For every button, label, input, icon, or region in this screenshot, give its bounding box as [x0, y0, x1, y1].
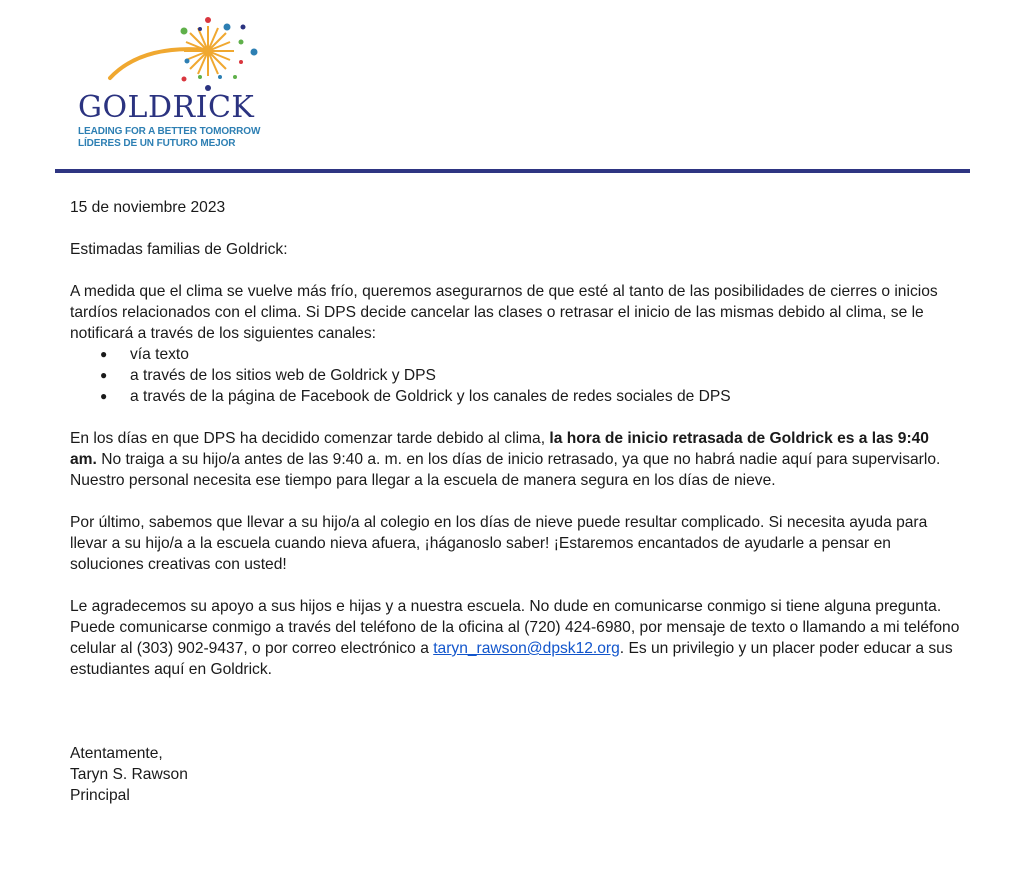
signer-name: Taryn S. Rawson: [70, 766, 188, 783]
text: En los días en que DPS ha decidido comenzar tarde debido al clima,: [70, 430, 550, 447]
letter-body: [70, 197, 960, 806]
letter-date: 15 de noviembre 2023: [70, 199, 226, 216]
text: No traiga a su hijo/a antes de las 9:40 a. m. en los días de inicio retrasado, ya que no habrá nadie aquí para supervisarlo. Nuestro personal necesita ese tiempo para llegar a la escuela de manera segura en los días de nieve.: [70, 451, 941, 489]
starburst-icon: [72, 14, 272, 94]
paragraph-snow-help: Por último, sabemos que llevar a su hijo/a al colegio en los días de nieve puede resultar complicado. Si necesita ayuda para llevar a su hijo/a a la escuela cuando nieva afuera, ¡háganoslo saber! ¡Estaremos encantados de ayudarle a pensar en soluciones creativas con usted!: [70, 514, 928, 573]
notification-channels-list: [70, 344, 960, 407]
signer-title: Principal: [70, 787, 130, 804]
paragraph-delayed-start: [70, 428, 960, 491]
logo-tagline-en: LEADING FOR A BETTER TOMORROW: [78, 126, 261, 137]
logo-tagline-es: LÍDERES DE UN FUTURO MEJOR: [78, 138, 236, 149]
letter-greeting: Estimadas familias de Goldrick:: [70, 241, 288, 258]
list-item: ● a través de la página de Facebook de Goldrick y los canales de redes sociales de DPS: [130, 386, 960, 407]
paragraph-weather-notice: A medida que el clima se vuelve más frío, queremos asegurarnos de que esté al tanto de las posibilidades de cierres o inicios tardíos relacionados con el clima. Si DPS decide cancelar las clases o retrasar el inicio de las mismas debido al clima, se le notificará a través de los siguientes canales:: [70, 283, 938, 342]
list-item: ● vía texto: [130, 344, 960, 365]
goldrick-logo: [72, 14, 272, 154]
email-link[interactable]: taryn_rawson@dpsk12.org: [433, 640, 620, 657]
text: Le agradecemos su apoyo a sus hijos e hijas y a nuestra escuela. No dude en comunicarse conmigo si tiene alguna pregunta. Puede comunicarse conmigo a través del teléfono de la oficina al (720) 424-6980, por mensaje de texto o llamando a mi teléfono celular al (303) 902-9437, o por correo electrónico a: [70, 598, 960, 657]
list-item: ● a través de los sitios web de Goldrick y DPS: [130, 365, 960, 386]
text: . Es un privilegio y un placer poder educar a sus estudiantes aquí en Goldrick.: [70, 640, 953, 678]
logo-wordmark: GOLDRICK: [78, 90, 255, 125]
header-divider: [55, 169, 970, 173]
closing: Atentamente,: [70, 745, 163, 762]
signature-block: [70, 743, 960, 806]
paragraph-contact: [70, 596, 960, 680]
delayed-start-time: la hora de inicio retrasada de Goldrick es a las 9:40 am.: [70, 430, 929, 468]
